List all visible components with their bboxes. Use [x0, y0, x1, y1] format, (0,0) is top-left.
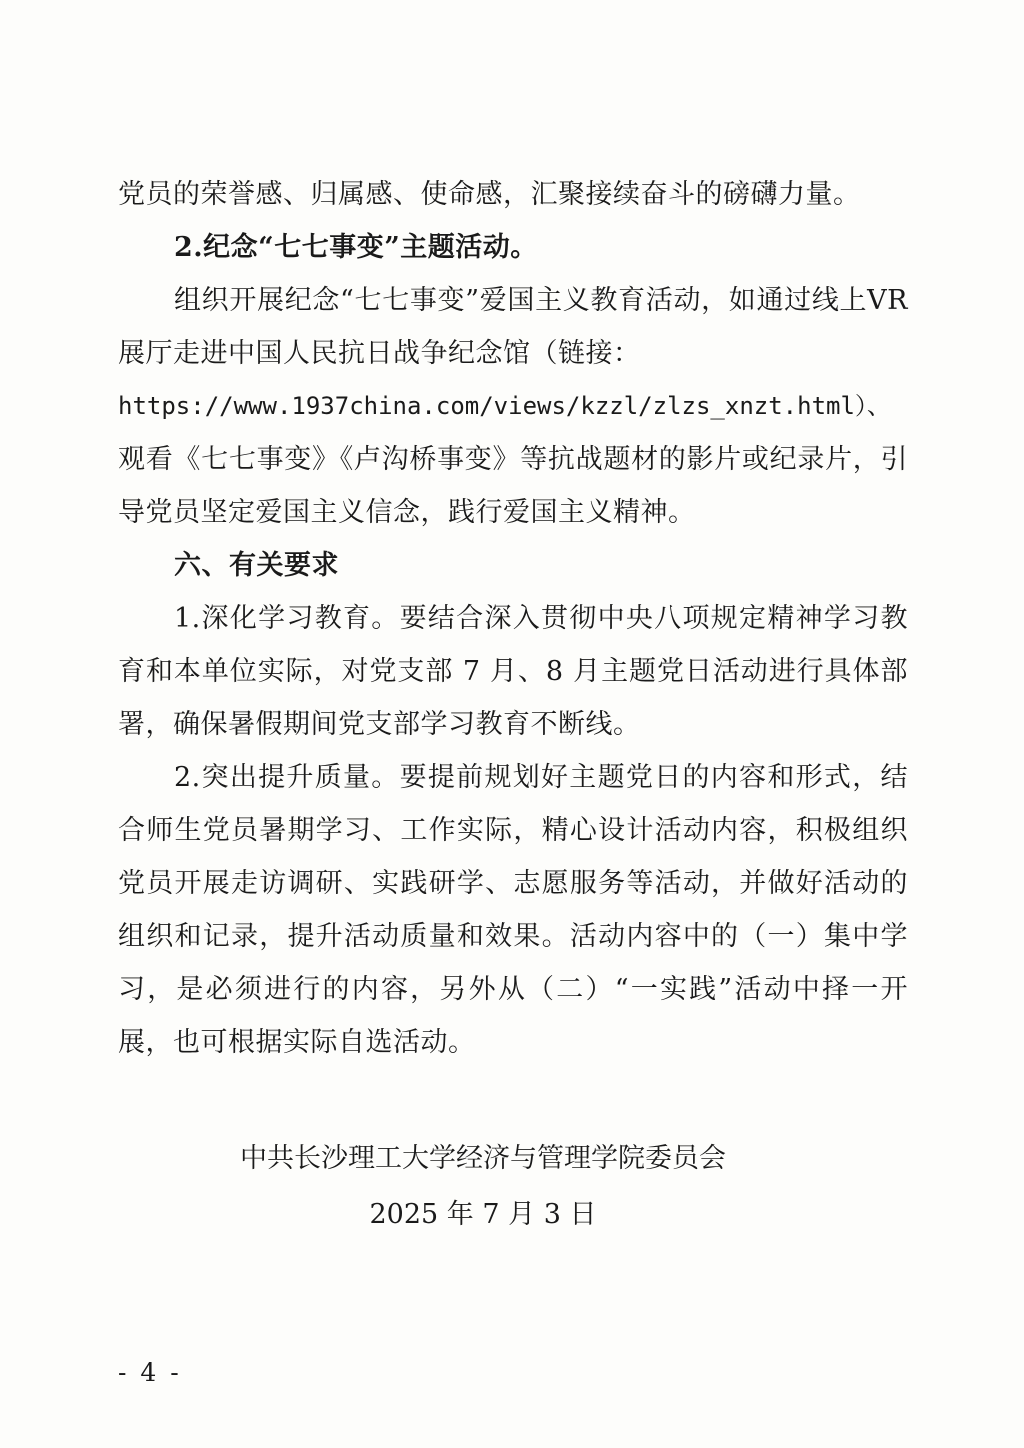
signature-date: 2025 年 7 月 3 日 — [369, 1199, 597, 1230]
signature-block — [118, 1131, 908, 1243]
document-body — [118, 168, 908, 1243]
page-number: - 4 - — [118, 1358, 182, 1387]
paragraph-continued: 党员的荣誉感、归属感、使命感，汇聚接续奋斗的磅礴力量。 — [118, 179, 861, 210]
heading-section-six: 六、有关要求 — [174, 550, 339, 581]
page-footer — [118, 1358, 908, 1387]
heading-activity-2: 2.纪念“七七事变”主题活动。 — [174, 232, 538, 263]
paragraph-requirement-1: 1.深化学习教育。要结合深入贯彻中央八项规定精神学习教育和本单位实际，对党支部 7 月、8 月主题党日活动进行具体部署，确保暑假期间党支部学习教育不断线。 — [118, 603, 908, 740]
signature-organization: 中共长沙理工大学经济与管理学院委员会 — [240, 1143, 726, 1174]
paragraph-requirement-2: 2.突出提升质量。要提前规划好主题党日的内容和形式，结合师生党员暑期学习、工作实际，精心设计活动内容，积极组织党员开展走访调研、实践研学、志愿服务等活动，并做好活动的组织和记录，提升活动质量和效果。活动内容中的（一）集中学习，是必须进行的内容，另外从（二）“一实践”活动中择一开展，也可根据实际自选活动。 — [118, 762, 908, 1058]
paragraph-activity-2-continued: 观看《七七事变》《卢沟桥事变》等抗战题材的影片或纪录片，引导党员坚定爱国主义信念，践行爱国主义精神。 — [118, 444, 908, 528]
paragraph-activity-2-intro: 组织开展纪念“七七事变”爱国主义教育活动，如通过线上VR 展厅走进中国人民抗日战争纪念馆（链接： — [118, 285, 908, 369]
paragraph-activity-2-url: https://www.1937china.com/views/kzzl/zlzs_xnzt.html）、 — [118, 392, 891, 420]
